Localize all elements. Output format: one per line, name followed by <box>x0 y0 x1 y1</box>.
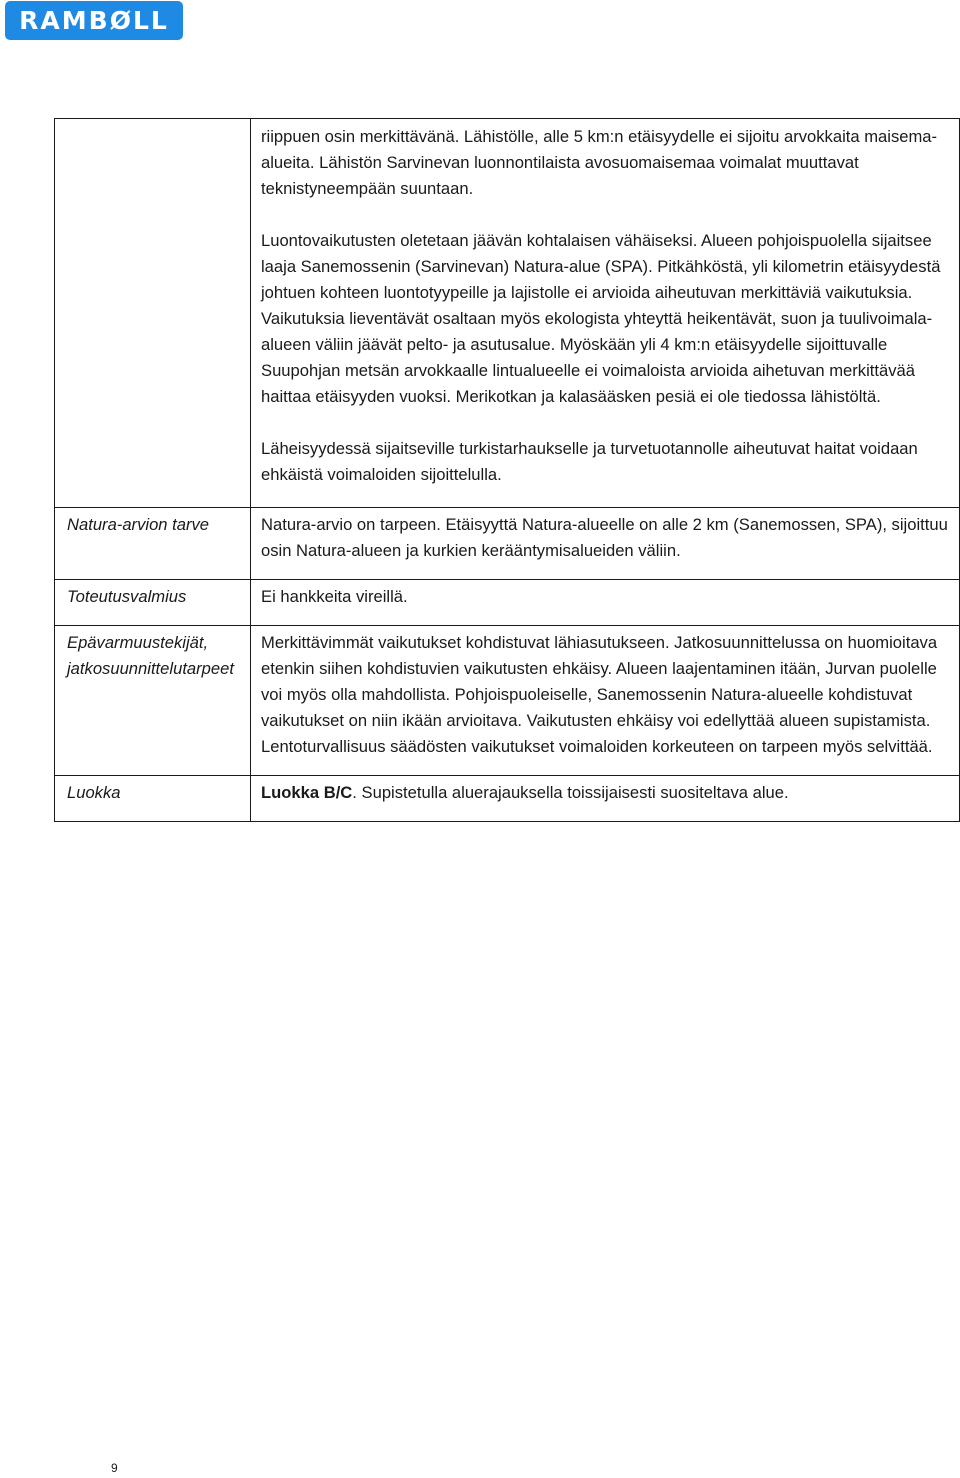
row-content-luokka <box>251 776 960 822</box>
row-label-epavarmuustekijat: Epävarmuustekijät, jatkosuunnittelutarpeet <box>55 626 251 776</box>
table-row <box>55 776 960 822</box>
ramboll-logo: RAMBØLL <box>5 1 183 40</box>
row-content-epavarmuustekijat: Merkittävimmät vaikutukset kohdistuvat lähiasutukseen. Jatkosuunnittelussa on huomioitava etenkin siihen kohdistuvien vaikutusten ehkäisy. Alueen laajentaminen itään, Jurvan puolelle voi myös olla mahdollista. Pohjoispuoleiselle, Sanemossenin Natura-alueelle kohdistuvat vaikutukset on niin ikään arvioitava. Vaikutusten ehkäisy voi edellyttää alueen supistamista. Lentoturvallisuus säädösten vaikutukset voimaloiden korkeuteen on tarpeen myös selvittää. <box>251 626 960 776</box>
paragraph: riippuen osin merkittävänä. Lähistölle, alle 5 km:n etäisyydelle ei sijoitu arvokkaita maisema-alueita. Lähistön Sarvinevan luonnontilaista avosuomaisemaa voimalat muuttavat teknistyneempään suuntaan. <box>261 127 938 198</box>
row-content-natura: Natura-arvio on tarpeen. Etäisyyttä Natura-alueelle on alle 2 km (Sanemossen, SPA), sijoittuu osin Natura-alueen ja kurkien kerääntymisalueiden väliin. <box>251 508 960 580</box>
paragraph: Läheisyydessä sijaitseville turkistarhaukselle ja turvetuotannolle aiheutuvat haitat voidaan ehkäistä voimaloiden sijoittelulla. <box>261 439 918 484</box>
luokka-description: . Supistetulla aluerajauksella toissijaisesti suositeltava alue. <box>352 783 789 802</box>
table-row <box>55 508 960 580</box>
paragraph: Luontovaikutusten oletetaan jäävän kohtalaisen vähäiseksi. Alueen pohjoispuolella sijaitsee laaja Sanemossenin (Sarvinevan) Natura-alue (SPA). Pitkähköstä, yli kilometrin etäisyydestä johtuen kohteen luontotyypeille ja lajistolle ei arvioida aiheutuvan merkittäviä vaikutuksia. Vaikutuksia lieventävät osaltaan myös ekologista yhteyttä heikentävät, suon ja tuulivoimala-alueen väliin jäävät pelto- ja asutusalue. Myöskään yli 4 km:n etäisyydelle sijoittuvalle Suupohjan metsän arvokkaalle lintualueelle ei voimaloista arvioida aihetuvan merkittävää haittaa etäisyyden vuoksi. Merikotkan ja kalasääsken pesiä ei ole tiedossa lähistöltä. <box>261 231 941 406</box>
row-label-luokka: Luokka <box>55 776 251 822</box>
intro-content-cell <box>251 119 960 508</box>
page-number: 9 <box>111 1461 118 1475</box>
table-row <box>55 580 960 626</box>
table-row <box>55 626 960 776</box>
luokka-value: Luokka B/C <box>261 783 353 802</box>
assessment-table <box>54 118 960 822</box>
row-label-toteutusvalmius: Toteutusvalmius <box>55 580 251 626</box>
empty-label-cell <box>55 119 251 508</box>
row-content-toteutusvalmius: Ei hankkeita vireillä. <box>251 580 960 626</box>
row-label-natura: Natura-arvion tarve <box>55 508 251 580</box>
table-row <box>55 119 960 508</box>
